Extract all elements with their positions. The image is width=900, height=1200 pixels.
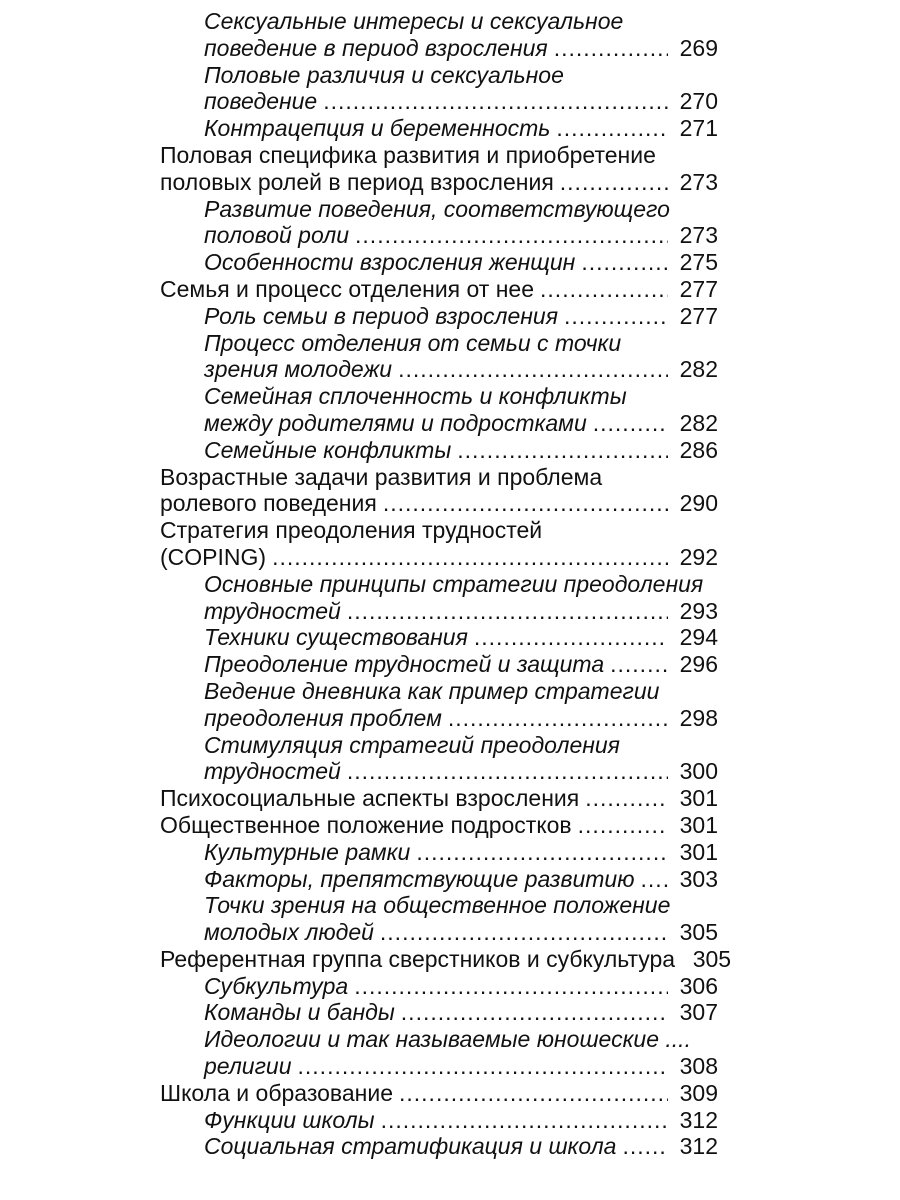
toc-subsection-entry xyxy=(160,1107,718,1134)
toc-subsection-entry xyxy=(160,624,718,651)
toc-page-number: 308 xyxy=(679,1053,718,1080)
toc-entry-last-line xyxy=(204,919,718,946)
toc-entry-title-line: Особенности взросления женщин xyxy=(204,249,576,276)
toc-entry-last-line xyxy=(204,705,718,732)
toc-entry-title-line: Функции школы xyxy=(204,1106,375,1133)
dot-leader xyxy=(399,1080,668,1107)
toc-entry-title-line: поведение в период взросления xyxy=(204,34,548,61)
dot-leader xyxy=(380,919,668,946)
dot-leader xyxy=(560,169,668,196)
toc-subsection-entry xyxy=(160,330,718,384)
toc-entry-title-line: Половая специфика развития и приобретение xyxy=(160,141,656,168)
toc-subsection-entry xyxy=(160,651,718,678)
toc-page-number: 273 xyxy=(679,168,718,195)
toc-subsection-entry xyxy=(160,62,718,116)
toc-entry-title-line: Точки зрения на общественное положение xyxy=(204,892,671,919)
toc-entry-title-line: Половые различия и сексуальное xyxy=(204,61,564,88)
toc-entry-title-line: Возрастные задачи развития и проблема xyxy=(160,463,603,490)
dot-leader xyxy=(578,812,668,839)
toc-entry-title-line: Стимуляция стратегий преодоления xyxy=(204,731,620,758)
toc-entry-last-line xyxy=(160,785,718,812)
toc-entry-title-line: Семейные конфликты xyxy=(204,436,452,463)
toc-page-number: 282 xyxy=(679,409,718,436)
toc-page-number: 277 xyxy=(679,275,718,302)
toc-page-number: 294 xyxy=(679,624,718,651)
toc-page-number: 286 xyxy=(679,436,718,463)
toc-subsection-entry xyxy=(160,678,718,732)
toc-page-number: 305 xyxy=(679,919,718,946)
toc-entry-title-line: Сексуальные интересы и сексуальное xyxy=(204,8,624,34)
toc-page-number: 312 xyxy=(679,1106,718,1133)
toc-entry-title-line: Семья и процесс отделения от нее xyxy=(160,275,535,302)
toc-entry-last-line xyxy=(204,249,718,276)
dot-leader xyxy=(585,785,668,812)
toc-page-number: 301 xyxy=(679,811,718,838)
toc-subsection-entry xyxy=(160,973,718,1000)
toc-subsection-entry xyxy=(160,8,718,62)
toc-entry-title-line: Школа и образование xyxy=(160,1079,393,1106)
toc-entry-last-line xyxy=(204,758,718,785)
toc-entry-title-line: Команды и банды xyxy=(204,999,395,1026)
toc-entry-last-line xyxy=(204,115,718,142)
toc-page-number: 312 xyxy=(679,1133,718,1160)
dot-leader xyxy=(354,973,668,1000)
toc-entry-last-line xyxy=(204,839,718,866)
toc-entry-last-line xyxy=(204,222,718,249)
toc-entry-last-line xyxy=(160,812,718,839)
toc-section-entry xyxy=(160,785,718,812)
dot-leader xyxy=(641,866,668,893)
toc-subsection-entry xyxy=(160,999,718,1026)
toc-page-number: 301 xyxy=(679,838,718,865)
toc-entry-title-line: Идеологии и так называемые юношеские .... xyxy=(204,1026,691,1053)
dot-leader xyxy=(381,1107,668,1134)
toc-section-entry xyxy=(160,142,718,196)
dot-leader xyxy=(416,839,668,866)
dot-leader xyxy=(474,624,668,651)
dot-leader xyxy=(323,88,668,115)
toc-entry-title-line: трудностей xyxy=(204,597,341,624)
toc-entry-last-line xyxy=(204,973,718,1000)
toc-page-number: 290 xyxy=(679,490,718,517)
toc-entry-last-line xyxy=(160,544,718,571)
toc-subsection-entry xyxy=(160,249,718,276)
dot-leader xyxy=(622,1133,668,1160)
toc-page-number: 305 xyxy=(692,945,732,972)
dot-leader xyxy=(401,999,668,1026)
dot-leader xyxy=(457,437,668,464)
toc-entry-last-line xyxy=(204,356,718,383)
toc-entry-title-line: Основные принципы стратегии преодоления xyxy=(204,570,704,597)
toc-entry-last-line xyxy=(204,437,718,464)
toc-page-number: 270 xyxy=(679,88,718,115)
toc-entry-title-line: ролевого поведения xyxy=(160,490,377,517)
toc-entry-title-line: молодых людей xyxy=(204,919,374,946)
toc-entry-last-line xyxy=(160,945,732,973)
toc-entry-last-line xyxy=(204,1107,718,1134)
toc-entry-title-line: трудностей xyxy=(204,758,341,785)
dot-leader xyxy=(540,276,668,303)
toc-page-number: 306 xyxy=(679,972,718,999)
toc-entry-title-line: Ведение дневника как пример стратегии xyxy=(204,677,660,704)
toc-page-number: 309 xyxy=(679,1079,718,1106)
dot-leader xyxy=(383,490,668,517)
toc-section-entry xyxy=(160,517,718,571)
toc-section-entry xyxy=(160,464,718,518)
toc-entry-title-line: Преодоление трудностей и защита xyxy=(204,651,605,678)
dot-leader xyxy=(556,115,668,142)
dot-leader xyxy=(610,651,668,678)
toc-section-entry xyxy=(160,276,718,303)
toc-subsection-entry xyxy=(160,196,718,250)
dot-leader xyxy=(272,544,668,571)
toc-page-number: 303 xyxy=(679,865,718,892)
toc-subsection-entry xyxy=(160,115,718,142)
toc-entry-title-line: Роль семьи в период взросления xyxy=(204,302,558,329)
toc-section-entry xyxy=(160,1080,718,1107)
dot-leader xyxy=(355,222,668,249)
toc-entry-title-line: Культурные рамки xyxy=(204,838,411,865)
toc-subsection-entry xyxy=(160,839,718,866)
toc-entry-title-line: Развитие поведения, соответствующего xyxy=(204,195,670,222)
toc-page-number: 307 xyxy=(679,999,718,1026)
dot-leader xyxy=(347,758,668,785)
toc-entry-last-line xyxy=(204,999,718,1026)
toc-entry-title-line: преодоления проблем xyxy=(204,704,442,731)
toc-subsection-entry xyxy=(160,437,718,464)
toc-subsection-entry xyxy=(160,866,718,893)
toc-subsection-entry xyxy=(160,732,718,786)
toc-entry-title-line: Процесс отделения от семьи с точки xyxy=(204,329,622,356)
dot-leader xyxy=(347,598,668,625)
dot-leader xyxy=(593,410,668,437)
toc-entry-title-line: религии xyxy=(204,1053,292,1080)
toc-section-entry xyxy=(160,812,718,839)
toc-subsection-entry xyxy=(160,1026,718,1080)
toc-entry-last-line xyxy=(160,169,718,196)
toc-entry-last-line xyxy=(204,624,718,651)
toc-entry-title-line: (COPING) xyxy=(160,543,267,570)
toc-entry-last-line xyxy=(204,1133,718,1160)
dot-leader xyxy=(554,35,668,62)
toc-entry-last-line xyxy=(204,303,718,330)
toc-entry-last-line xyxy=(204,410,718,437)
toc-entry-title-line: Контрацепция и беременность xyxy=(204,115,551,142)
toc-subsection-entry xyxy=(160,571,718,625)
toc-entry-last-line xyxy=(204,598,718,625)
toc-page-number: 293 xyxy=(679,597,718,624)
toc-entry-last-line xyxy=(160,1080,718,1107)
toc-page-number: 269 xyxy=(679,34,718,61)
toc-page-number: 298 xyxy=(679,704,718,731)
toc-entry-title-line: Субкультура xyxy=(204,972,349,999)
toc-subsection-entry xyxy=(160,892,718,946)
toc-entry-last-line xyxy=(204,651,718,678)
table-of-contents xyxy=(160,8,732,1160)
toc-entry-title-line: Семейная сплоченность и конфликты xyxy=(204,383,627,410)
toc-subsection-entry xyxy=(160,303,718,330)
toc-page-number: 296 xyxy=(679,651,718,678)
toc-entry-last-line xyxy=(204,88,718,115)
dot-leader xyxy=(581,249,668,276)
toc-page-number: 300 xyxy=(679,758,718,785)
toc-page-number: 273 xyxy=(679,222,718,249)
toc-entry-title-line: зрения молодежи xyxy=(204,356,393,383)
toc-entry-title-line: половой роли xyxy=(204,222,350,249)
toc-page-number: 277 xyxy=(679,302,718,329)
toc-entry-title-line: Общественное положение подростков xyxy=(160,811,572,838)
toc-page-number: 292 xyxy=(679,543,718,570)
toc-entry-last-line xyxy=(160,490,718,517)
toc-entry-title-line: поведение xyxy=(204,88,318,115)
toc-entry-title-line: Техники существования xyxy=(204,624,468,651)
toc-subsection-entry xyxy=(160,1133,718,1160)
toc-entry-title-line: Социальная стратификация и школа xyxy=(204,1133,617,1160)
toc-page-number: 271 xyxy=(679,115,718,142)
dot-leader xyxy=(448,705,668,732)
toc-entry-last-line xyxy=(204,866,718,893)
toc-entry-title-line: Референтная группа сверстников и субкультура xyxy=(160,945,676,972)
toc-section-entry xyxy=(160,945,732,973)
toc-entry-title-line: Стратегия преодоления трудностей xyxy=(160,517,543,544)
toc-entry-title-line: между родителями и подростками xyxy=(204,409,587,436)
toc-entry-last-line xyxy=(160,276,718,303)
dot-leader xyxy=(298,1053,668,1080)
dot-leader xyxy=(564,303,668,330)
toc-page-number: 275 xyxy=(679,249,718,276)
toc-entry-last-line xyxy=(204,1053,718,1080)
dot-leader xyxy=(398,356,668,383)
toc-page-number: 282 xyxy=(679,356,718,383)
toc-entry-last-line xyxy=(204,35,718,62)
toc-subsection-entry xyxy=(160,383,718,437)
toc-entry-title-line: Факторы, препятствующие развитию xyxy=(204,865,635,892)
toc-entry-title-line: половых ролей в период взросления xyxy=(160,168,554,195)
toc-page-number: 301 xyxy=(679,785,718,812)
toc-entry-title-line: Психосоциальные аспекты взросления xyxy=(160,785,580,812)
